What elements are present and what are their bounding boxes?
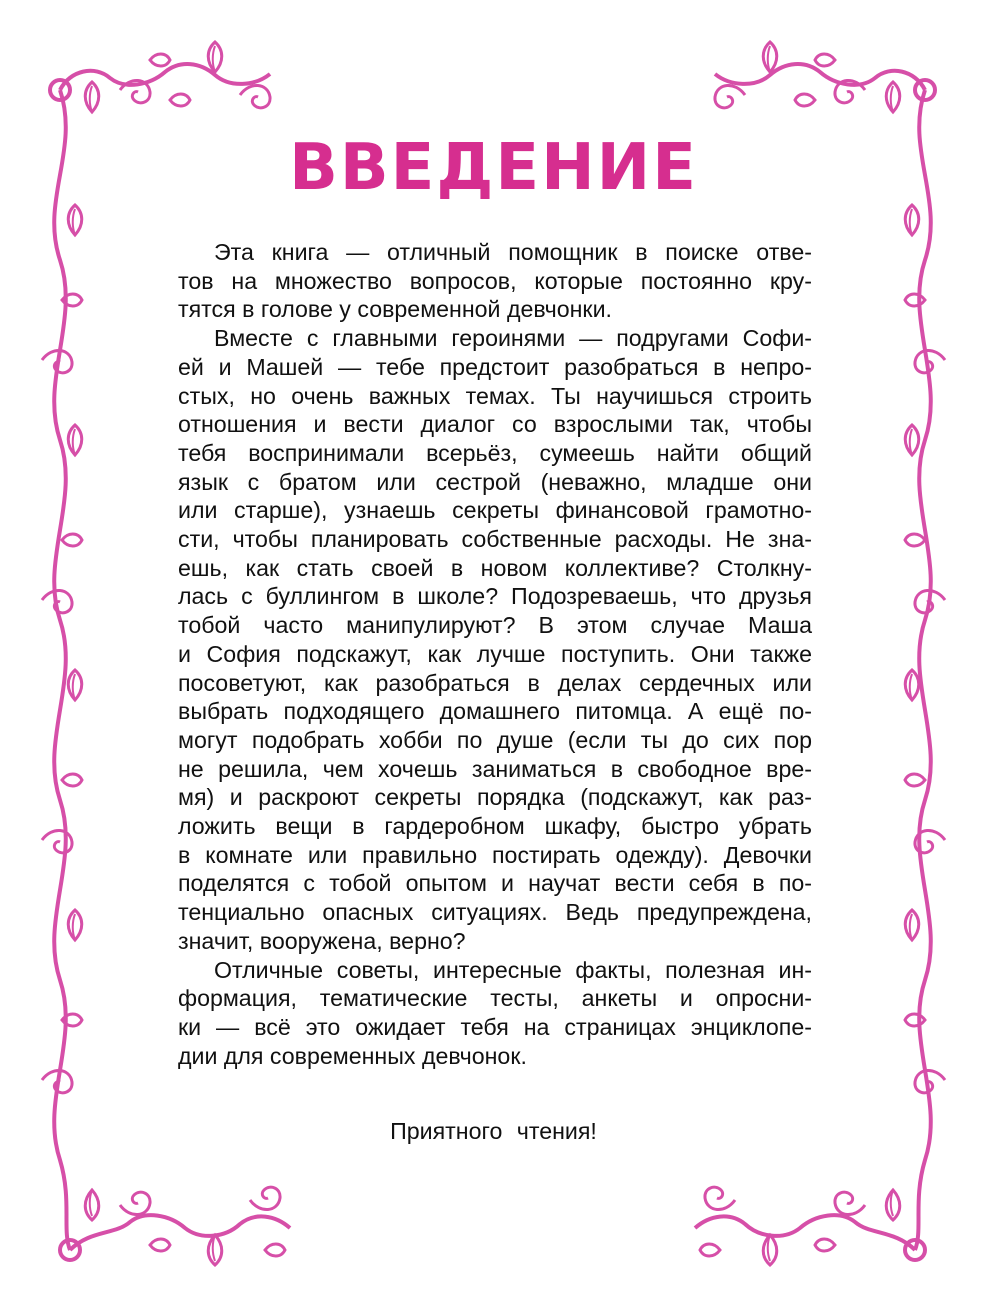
text-line: Вместе с главными героинями — подругами Софи- [214,325,812,352]
text-line: посоветуют, как разобраться в делах сердечных или [178,669,812,696]
paragraph-1 [142,238,812,324]
body-text [142,238,812,1070]
text-line: и София подскажут, как лучше поступить. Они также [178,640,812,667]
text-line: значит, вооружена, верно? [178,927,466,954]
text-line: поделятся с тобой опытом и научат вести себя в по- [178,870,812,897]
text-line: могут подобрать хобби по душе (если ты до сих пор [178,726,812,753]
text-line: ки — всё это ожидает тебя на страницах энциклопе- [178,1013,812,1040]
text-line: язык с братом или сестрой (неважно, младше они [178,468,812,495]
text-line: мя) и раскроют секреты порядка (подскажут, как раз- [178,784,812,811]
text-line: тятся в голове у современной девчонки. [178,296,612,323]
text-line: в комнате или правильно постирать одежду). Девочки [178,841,812,868]
closing-text: Приятного чтения! [390,1118,597,1144]
paragraph-3 [142,956,812,1071]
text-line: выбрать подходящего домашнего питомца. А ещё по- [178,698,812,725]
page-title: ВВЕДЕНИЕ [289,131,698,205]
text-line: стых, но очень важных темах. Ты научишься строить [178,382,812,409]
text-line: тенциально опасных ситуациях. Ведь предупреждена, [178,899,812,926]
text-line: Эта книга — отличный помощник в поиске отве- [214,239,812,265]
text-line: лась с буллингом в школе? Подозреваешь, что друзья [178,583,812,610]
text-line: дии для современных девчонок. [178,1042,527,1069]
text-line: сти, чтобы планировать собственные расходы. Не зна- [178,526,812,553]
text-line: ешь, как стать своей в новом коллективе? Столкну- [178,554,812,581]
text-line: формация, тематические тесты, анкеты и опросни- [178,985,812,1012]
text-line: отношения и вести диалог со взрослыми так, чтобы [178,411,812,438]
paragraph-2 [142,324,812,955]
text-line: не решила, чем хочешь заниматься в свободное вре- [178,755,812,782]
left-vine-icon [54,90,70,1250]
text-line: тобой часто манипулируют? В этом случае Маша [178,612,812,639]
text-line: ей и Машей — тебе предстоит разобраться в непро- [178,353,812,380]
text-line: ложить вещи в гардеробном шкафу, быстро убрать [178,813,812,840]
text-line: тебя воспринимали всерьёз, сумеешь найти общий [178,439,812,466]
text-line: или старше), узнаешь секреты финансовой грамотно- [178,497,812,524]
text-line: тов на множество вопросов, которые постоянно кру- [178,267,812,294]
text-line: Отличные советы, интересные факты, полезная ин- [214,956,812,983]
